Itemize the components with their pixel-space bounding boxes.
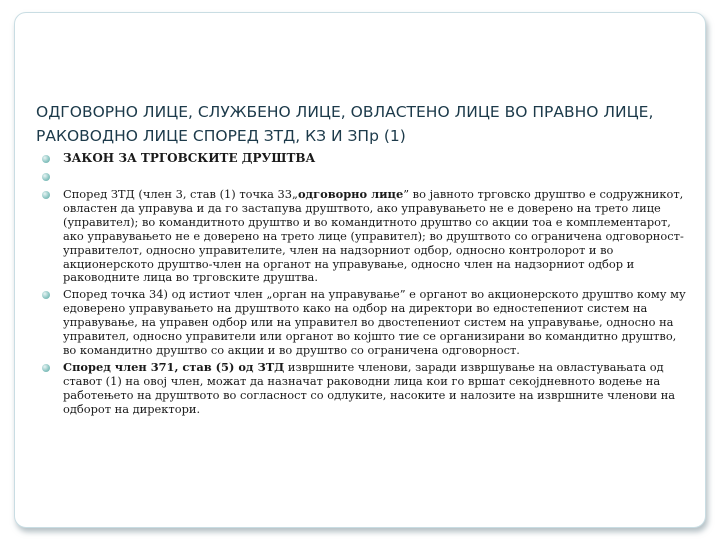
bullet-rest-text: ” во јавното трговско друштво е содружникот, овластен да управува и да го застапува друштвото, ако управувањето не е доверено на трето лице (управител); во командитното друштво и во командитното друштво со акции тоа е комплементарот, ако управувањето не е доверено на трето лице (управител); во друштвото со ограничена одговорност-управителот, односно управителите, член на надзорниот одбор, односно контролорот и во акционерското друштво-член на органот на управување, односно член на надзорниот одбор и раководните лица во трговските друштва.	[63, 187, 684, 285]
bullet-icon	[42, 191, 50, 199]
bullet-list	[42, 152, 692, 420]
bullet-lead-text: Според член 371, став (5) од ЗТД	[63, 359, 285, 374]
slide-title: ОДГОВОРНО ЛИЦЕ, СЛУЖБЕНО ЛИЦЕ, ОВЛАСТЕНО ЛИЦЕ ВО ПРАВНО ЛИЦЕ, РАКОВОДНО ЛИЦЕ СПОРЕД ЗТД, КЗ И ЗПр (1)	[36, 103, 654, 145]
bullet-lead-text: Според ЗТД (член 3, став (1) точка 33„	[63, 187, 298, 201]
bullet-item-management-body	[42, 288, 692, 358]
bullet-item-empty	[42, 170, 692, 184]
bullet-rest-text: извршните членови, заради извршување на овластувањата од ставот (1) на овој член, можат да назначат раководни лица кои го вршат секојдневното водење на работењето на друштвото во согласност со одлуките, насоките и налозите на извршните членови на одборот на директори.	[63, 359, 676, 416]
bullet-item-executive-members	[42, 361, 692, 417]
bullet-text: Според точка 34) од истиот член „орган на управување” е органот во акционерското друштво кому му едоверено управувањето на друштвото како на одбор на директори во едностепениот систем на управување, на управен одбор или на управител во двостепениот систем на управување, односно на управител, односно управители или органот во којшто тие се организирани во командитно друштво, во командитно друштво со акции и во друштво со ограничена одговорност.	[63, 287, 686, 357]
bullet-text: ЗАКОН ЗА ТРГОВСКИТЕ ДРУШТВА	[63, 151, 316, 165]
bullet-term-text: одговорно лице	[297, 187, 404, 201]
bullet-icon	[42, 173, 50, 181]
bullet-icon	[42, 291, 50, 299]
bullet-icon	[42, 364, 50, 372]
bullet-item-responsible-person	[42, 188, 692, 285]
bullet-icon	[42, 155, 50, 163]
bullet-item-law-heading	[42, 152, 692, 166]
